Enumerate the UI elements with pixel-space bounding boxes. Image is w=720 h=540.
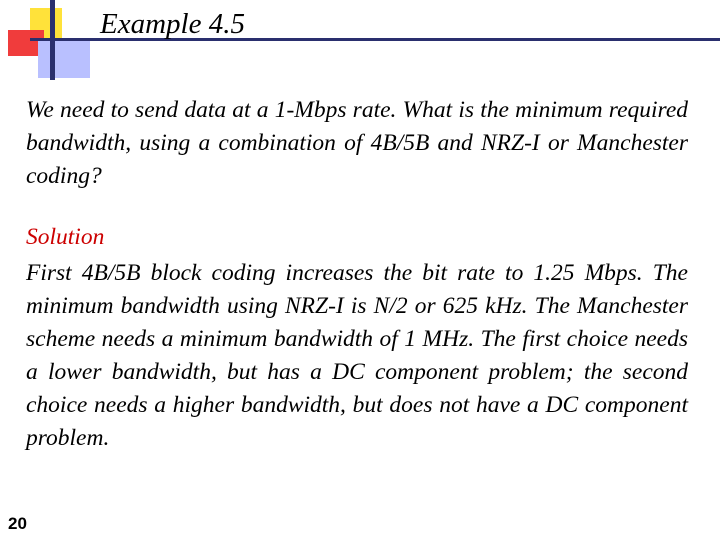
question-text: We need to send data at a 1-Mbps rate. What is the minimum required bandwidth, using a combination of 4B/5B and NRZ-I or Manchester coding? <box>26 97 688 189</box>
page-number: 20 <box>8 514 27 533</box>
solution-heading: Solution <box>26 224 105 250</box>
decor-blue-square <box>38 40 90 78</box>
slide-title: Example 4.5 <box>100 8 245 40</box>
solution-text: First 4B/5B block coding increases the bit rate to 1.25 Mbps. The minimum bandwidth using NRZ-I is N/2 or 625 kHz. The Manchester scheme needs a minimum bandwidth of 1 MHz. The first choice needs a lower bandwidth, but has a DC component problem; the second choice needs a higher bandwidth, but does not have a DC component problem. <box>26 260 688 451</box>
